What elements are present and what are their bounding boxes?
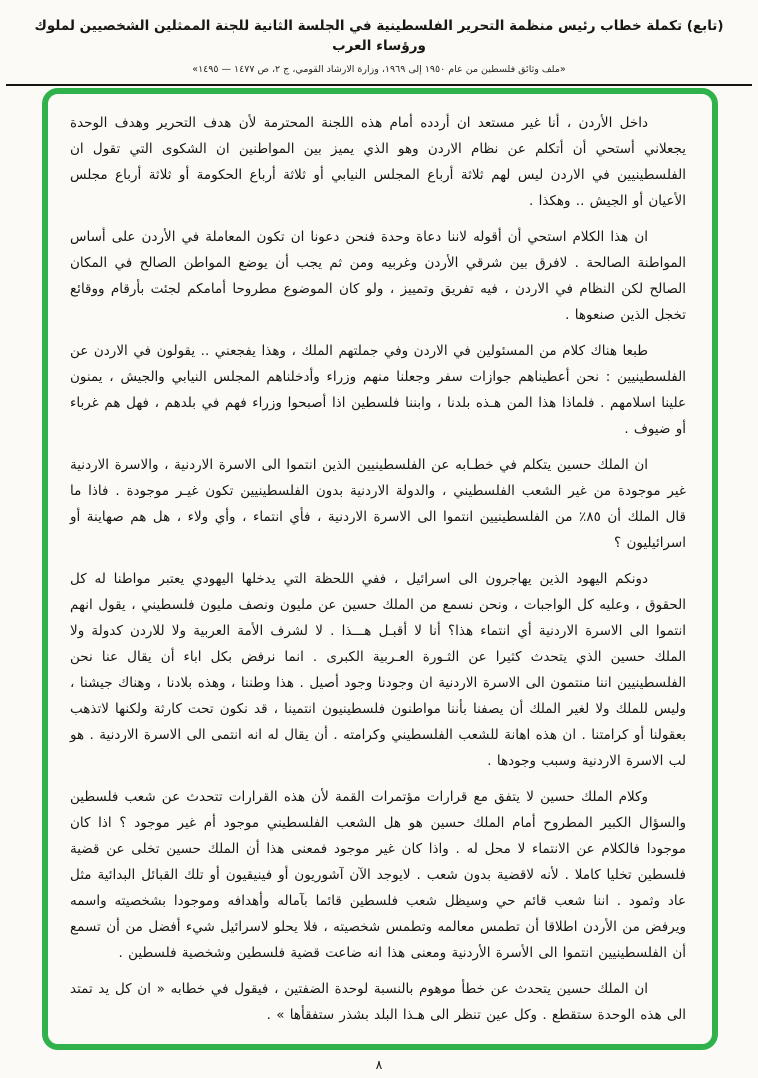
document-header xyxy=(0,0,758,86)
page-number: ٨ xyxy=(375,1057,383,1072)
paragraph: دونكم اليهود الذين يهاجرون الى اسرائيل ، ففي اللحظة التي يدخلها اليهودي يعتبر مواطنا له كل الحقوق ، وعليه كل الواجبات ، ونحن نسمع من الملك حسين عن مليون ونصف مليون فلسطيني ، يقول انهم انتموا الى الاسرة الاردنية أي انتماء هذا؟ أنا لا أقبـل هـــذا . لا لشرف الأمة العربية ولا للاردن كدولة ولا الملك حسين الذي يتحدث كثيرا عن الثـورة العـربية الكبرى . انما نرفض بكل اباء أن يقال عنا نحن الفلسطينيين اننا منتمون الى الاسرة الاردنية ان وجودنا وجود أصيل . هذا وطننا ، وهذه بلادنا ، وهناك جيشنا ، وليس للملك ولا لغير الملك أن يصفنا بأننا مواطنون فلسطينيون انتمينا ، قد نكون تحت كارثة ولكنها لاتذهب بعقولنا أو كرامتنا . ان هذه اهانة للشعب الفلسطيني وكرامته . أن يقال له انه انتمى الى الاسرة الاردنية . هو لب الاسرة الاردنية وسبب وجودها . xyxy=(70,571,686,769)
text-frame xyxy=(42,88,718,1050)
header-divider xyxy=(6,84,752,86)
header-title: (تابع) تكملة خطاب رئيس منظمة التحرير الفلسطينية في الجلسة الثانية للجنة الممثلين الشخصيين لملوك ورؤساء العرب xyxy=(34,18,724,55)
paragraph: وكلام الملك حسين لا يتفق مع قرارات مؤتمرات القمة لأن هذه القرارات تتحدث عن شعب فلسطين والسؤال الكبير المطروح أمام الملك حسين هو هل الشعب الفلسطيني موجود أم غير موجود ؟ اذا كان موجودا فالكلام عن الانتماء لا محل له . واذا كان غير موجود فمعنى هذا أن الملك حسين تخلى عن قضية فلسطين تخليا كاملا . لأنه لاقضية بدون شعب . لايوجد الآن آشوريون أو فينيقيون أو تلك القبائل البدائية مثل عاد وثمود . اننا شعب قائم حي وسيظل شعب فلسطين قائما بآماله وأهدافه وموجودا بشخصيته واسمه ويرفض من الأردن اطلاقا أن تطمس معالمه وتطمس شخصيته ، فلا يحلو لاسرائيل شيء أفضل من أن تسمع أن الفلسطينيين انتموا الى الأسرة الأردنية ومعنى هذا انه ضاعت قضية فلسطين وشخصية فلسطين . xyxy=(70,789,686,961)
header-source: «ملف وثائق فلسطين من عام ١٩٥٠ إلى ١٩٦٩، وزارة الارشاد القومي، ج ٢، ص ١٤٧٧ — ١٤٩٥» xyxy=(192,63,566,75)
paragraph: ان هذا الكلام استحي أن أقوله لاننا دعاة وحدة فنحن دعونا ان تكون المعاملة في الأردن على أساس المواطنة الصالحة . لافرق بين شرقي الأردن وغربيه ومن ثم يجب أن يوضع المواطن الصالح في المكان الصالح لكن النظام في الاردن ، فيه تفريق وتمييز ، ولو كان الموضوع مطروحا أمامكم لجئت بأرقام ووقائع تخجل الذين صنعوها . xyxy=(70,229,686,323)
paragraph: داخل الأردن ، أنا غير مستعد ان أردده أمام هذه اللجنة المحترمة لأن هدف التحرير وهدف الوحدة يجعلاني أستحي أن أتكلم عن نظام الاردن وهو الذي يميز بين المواطنين ان الشكوى التي تقول ان الفلسطينيين في الاردن ليس لهم ثلاثة أرباع المجلس النيابي أو ثلاثة أرباع الحكومة أو ثلاثة أرباع مجلس الأعيان أو الجيش .. وهكذا . xyxy=(70,115,686,209)
paragraph: ان الملك حسين يتحدث عن خطأ موهوم بالنسبة لوحدة الضفتين ، فيقول في خطابه « ان كل يد تمتد الى هذه الوحدة ستقطع . وكل عين تنظر الى هـذا البلد بشذر ستفقأها » . xyxy=(70,981,686,1023)
paragraph: ان الملك حسين يتكلم في خطـابه عن الفلسطينيين الذين انتموا الى الاسرة الاردنية ، والاسرة الاردنية غير موجودة من غير الشعب الفلسطيني ، والدولة الاردنية بدون الفلسطينيين تكون غيـر موجودة . فاذا ما قال الملك أن ٨٥٪ من الفلسطينيين انتموا الى الاسرة الاردنية ، فأي انتماء ، وأي ولاء ، هل هم صهاينة أو اسرائيليون ؟ xyxy=(70,457,686,551)
paragraph: طبعا هناك كلام من المسئولين في الاردن وفي جملتهم الملك ، وهذا يفجعني .. يقولون في الاردن عن الفلسطينيين : نحن أعطيناهم جوازات سفر وجعلنا منهم وزراء وأدخلناهم المجلس النيابي والجيش ، يمنون علينا اسلامهم . فلماذا هذا المن هـذه بلدنا ، وابننا فلسطين اذا أصبحوا وزراء فهم في بلدهم ، فهل هم غرباء أو ضيوف . xyxy=(70,343,686,437)
